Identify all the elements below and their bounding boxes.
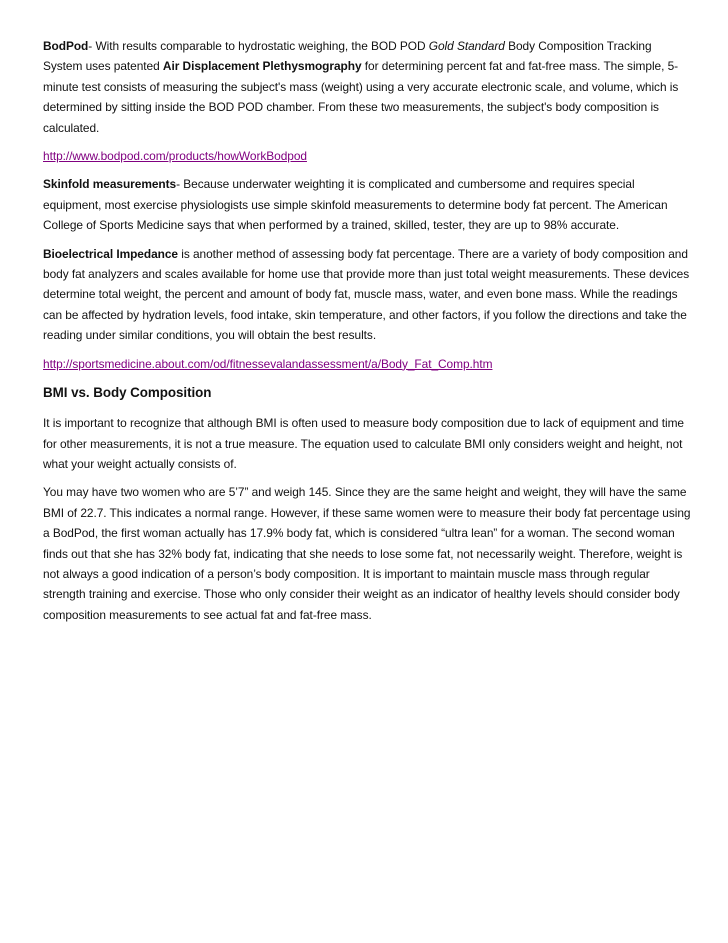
example-paragraph: You may have two women who are 5’7” and weigh 145. Since they are the same height and weight, they will have the same BMI of 22.7. This indicates a normal range. However, if these same women were to measure their body fat percentage using a BodPod, the first woman actually has 17.9% body fat, which is considered “ultra lean” for a woman. The second woman finds out that she has 32% body fat, indicating that she needs to lose some fat, not necessarily weight. Therefore, weight is not always a good indication of a person’s body composition. It is important to maintain muscle mass through regular strength training and exercise. Those who only consider their weight as an indicator of healthy levels should consider body composition measurements to see actual fat and fat-free mass. (43, 485, 691, 622)
skinfold-term: Skinfold measurements (43, 177, 177, 192)
skinfold-text: - Because underwater weighting it is complicated and cumbersome and requires special equipment, most exercise physiologists use simple skinfold measurements to determine body fat percent. The American College of Sports Medicine says that when performed by a trained, skilled, tester, they are up to 98% accurate. (43, 177, 668, 233)
air-displacement-term: Air Displacement Plethysmography (162, 59, 362, 74)
skinfold-paragraph (43, 174, 693, 235)
bodpod-term: BodPod (43, 39, 89, 53)
bmi-paragraph: It is important to recognize that although BMI is often used to measure body composition due to lack of equipment and time for other measurements, it is not a true measure. The equation used to calculate BMI only considers weight and height, not what your weight actually consists of. (43, 416, 684, 471)
sportsmedicine-link[interactable]: http://sportsmedicine.about.com/od/fitnessevalandassessment/a/Body_Fat_Comp.htm (43, 356, 493, 371)
document-page (43, 36, 693, 633)
bioelectrical-term: Bioelectrical Impedance (43, 246, 178, 261)
bodpod-text-1: - With results comparable to hydrostatic weighing, the BOD POD (88, 39, 429, 53)
bodpod-paragraph (43, 36, 693, 138)
bioelectrical-text: is another method of assessing body fat percentage. There are a variety of body composition and body fat analyzers and scales available for home use that provide more than just total weight measurements. These devices determine total weight, the percent and amount of body fat, muscle mass, water, and even bone mass. While the readings can be affected by hydration levels, food intake, skin temperature, and other factors, if you follow the directions and take the reading under similar conditions, you will obtain the best results. (43, 246, 690, 343)
bodpod-text-3: for determining percent fat and fat-free mass. The simple, 5-minute test consists of measuring the subject's mass (weight) using a very accurate electronic scale, and volume, which is determined by sitting inside the BOD POD chamber. From these two measurements, the subject's body composition is calculated. (43, 59, 679, 135)
bodpod-text-2: Body Composition Tracking System uses patented (43, 39, 652, 74)
bodpod-link[interactable]: http://www.bodpod.com/products/howWorkBodpod (43, 149, 307, 164)
gold-standard-text: Gold Standard (428, 39, 505, 53)
section-heading: BMI vs. Body Composition (43, 385, 212, 401)
bioelectrical-paragraph (43, 244, 693, 346)
